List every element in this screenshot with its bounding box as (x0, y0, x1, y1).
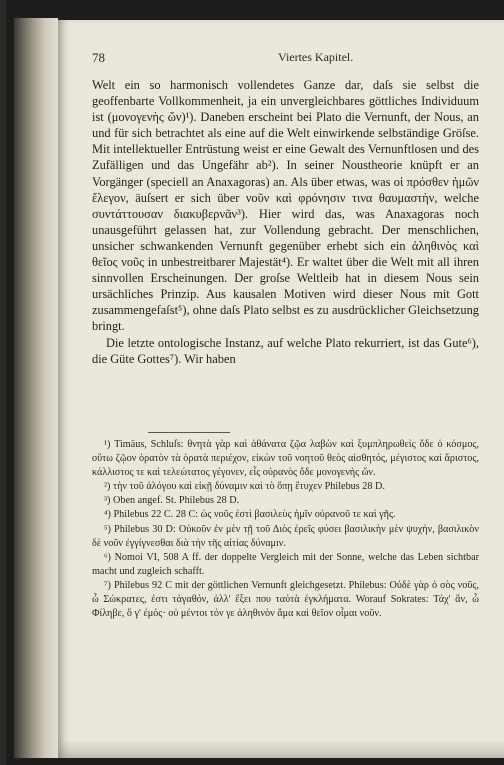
paragraph-1: Welt ein so harmonisch vollendetes Ganze dar, daſs sie selbst die geoffenbarte Vollkommenheit, ja ein unvergleichbares göttliches Individuum ist (μονογενὴς ὤν)¹). Daneben erscheint bei Plato die Vernunft, der Nous, an und für sich betrachtet als eine auf die Welt einwirkende selbständige Gröſse. Mit intellektueller Entrüstung weist er eine Gewalt des Vernunftlosen und des Zufälligen und das Ungefähr ab²). In seiner Noustheorie knüpft er an Vorgänger (speciell an Anaxagoras) an. Als über etwas, was οἱ πρόσθεν ἡμῶν ἔλεγον, äuſsert er sich über νοῦν καὶ φρόνησιν τινα θαυμαστὴν, welche συντάττουσαν διακυβερνᾶν³). Hier wird das, was Anaxagoras noch unausgeführt gelassen hat, zur Vollendung gebracht. Der menschlichen, unsicher schwankenden Vernunft gegenüber erhebt sich ein ἀληθινὸς καὶ θεῖος νοῦς in unbestreitbarer Majestät⁴). Er waltet über die Welt mit all ihren sinnvollen Erscheinungen. Der groſse Weltleib hat in diesem Nous sein ursächliches Prinzip. Aus kausalen Motiven wird dieser Nous mit Gott zusammengefaſst⁵), ohne daſs Plato selbst es zu ausdrücklicher Gleichsetzung bringt. (92, 78, 479, 334)
page-header (88, 50, 478, 70)
footnote-5: ⁵) Philebus 30 D: Οὐκοῦν ἐν μὲν τῇ τοῦ Διὸς ἐρεῖς φύσει βασιλικὴν μὲν ψυχήν, βασιλικὸν δὲ νοῦν ἐγγίγνεσθαι διὰ τὴν τῆς αἰτίας δύναμιν. (92, 523, 479, 549)
page-number: 78 (92, 50, 105, 65)
footnote-6: ⁶) Nomoi VI, 508 A ff. der doppelte Vergleich mit der Sonne, welche das Leben sichtbar macht und zugleich schafft. (92, 551, 479, 577)
footnote-4: ⁴) Philebus 22 C. 28 C: ὡς νοῦς ἐστὶ βασιλεὺς ἡμῖν οὐρανοῦ τε καὶ γῆς. (104, 509, 396, 521)
footnote-1: ¹) Timäus, Schluſs: θνητὰ γὰρ καὶ ἀθάνατα ζῷα λαβὼν καὶ ξυμπληρωθεὶς ὅδε ὁ κόσμος, οὕτω ζῷον ὁρατὸν τὰ ὁρατὰ περιέχον, εἰκὼν τοῦ νοητοῦ θεὸς αἰσθητός, μέγιστος καὶ ἄριστος, κάλλιστος τε καὶ τελεώτατος γέγονεν, εἷς οὐρανὸς ὅδε μονογενὴς ὤν. (92, 439, 479, 479)
running-title: Viertes Kapitel. (278, 50, 354, 64)
footnote-divider (148, 432, 230, 433)
footnotes (92, 438, 479, 621)
footnote-2: ²) τὴν τοῦ ἀλόγου καὶ εἰκῇ δύναμιν καὶ τὸ ὅπῃ ἔτυχεν Philebus 28 D. (104, 481, 385, 493)
footnote-3: ³) Oben angef. St. Philebus 28 D. (104, 495, 240, 507)
page-stack-edge (14, 18, 58, 758)
footnote-7: ⁷) Philebus 92 C mit der göttlichen Vernunft gleichgesetzt. Philebus: Οὐδὲ γὰρ ὁ σὸς νοῦς, ὦ Σώκρατες, ἐστι τἀγαθόν, ἀλλ' ἕξει που ταὐτὰ ἐγκλήματα. Worauf Sokrates: Τάχ' ἄν, ὦ Φίληβε, ὅ γ' ἐμός· οὐ μέντοι τόν γε ἀληθινὸν ἅμα καὶ θεῖον οἶμαι νοῦν. (92, 579, 479, 620)
main-text (92, 77, 479, 367)
paragraph-2: Die letzte ontologische Instanz, auf welche Plato rekurriert, ist das Gute⁶), die Güte Gottes⁷). Wir haben (92, 335, 479, 366)
page-bottom-shadow (58, 740, 504, 758)
